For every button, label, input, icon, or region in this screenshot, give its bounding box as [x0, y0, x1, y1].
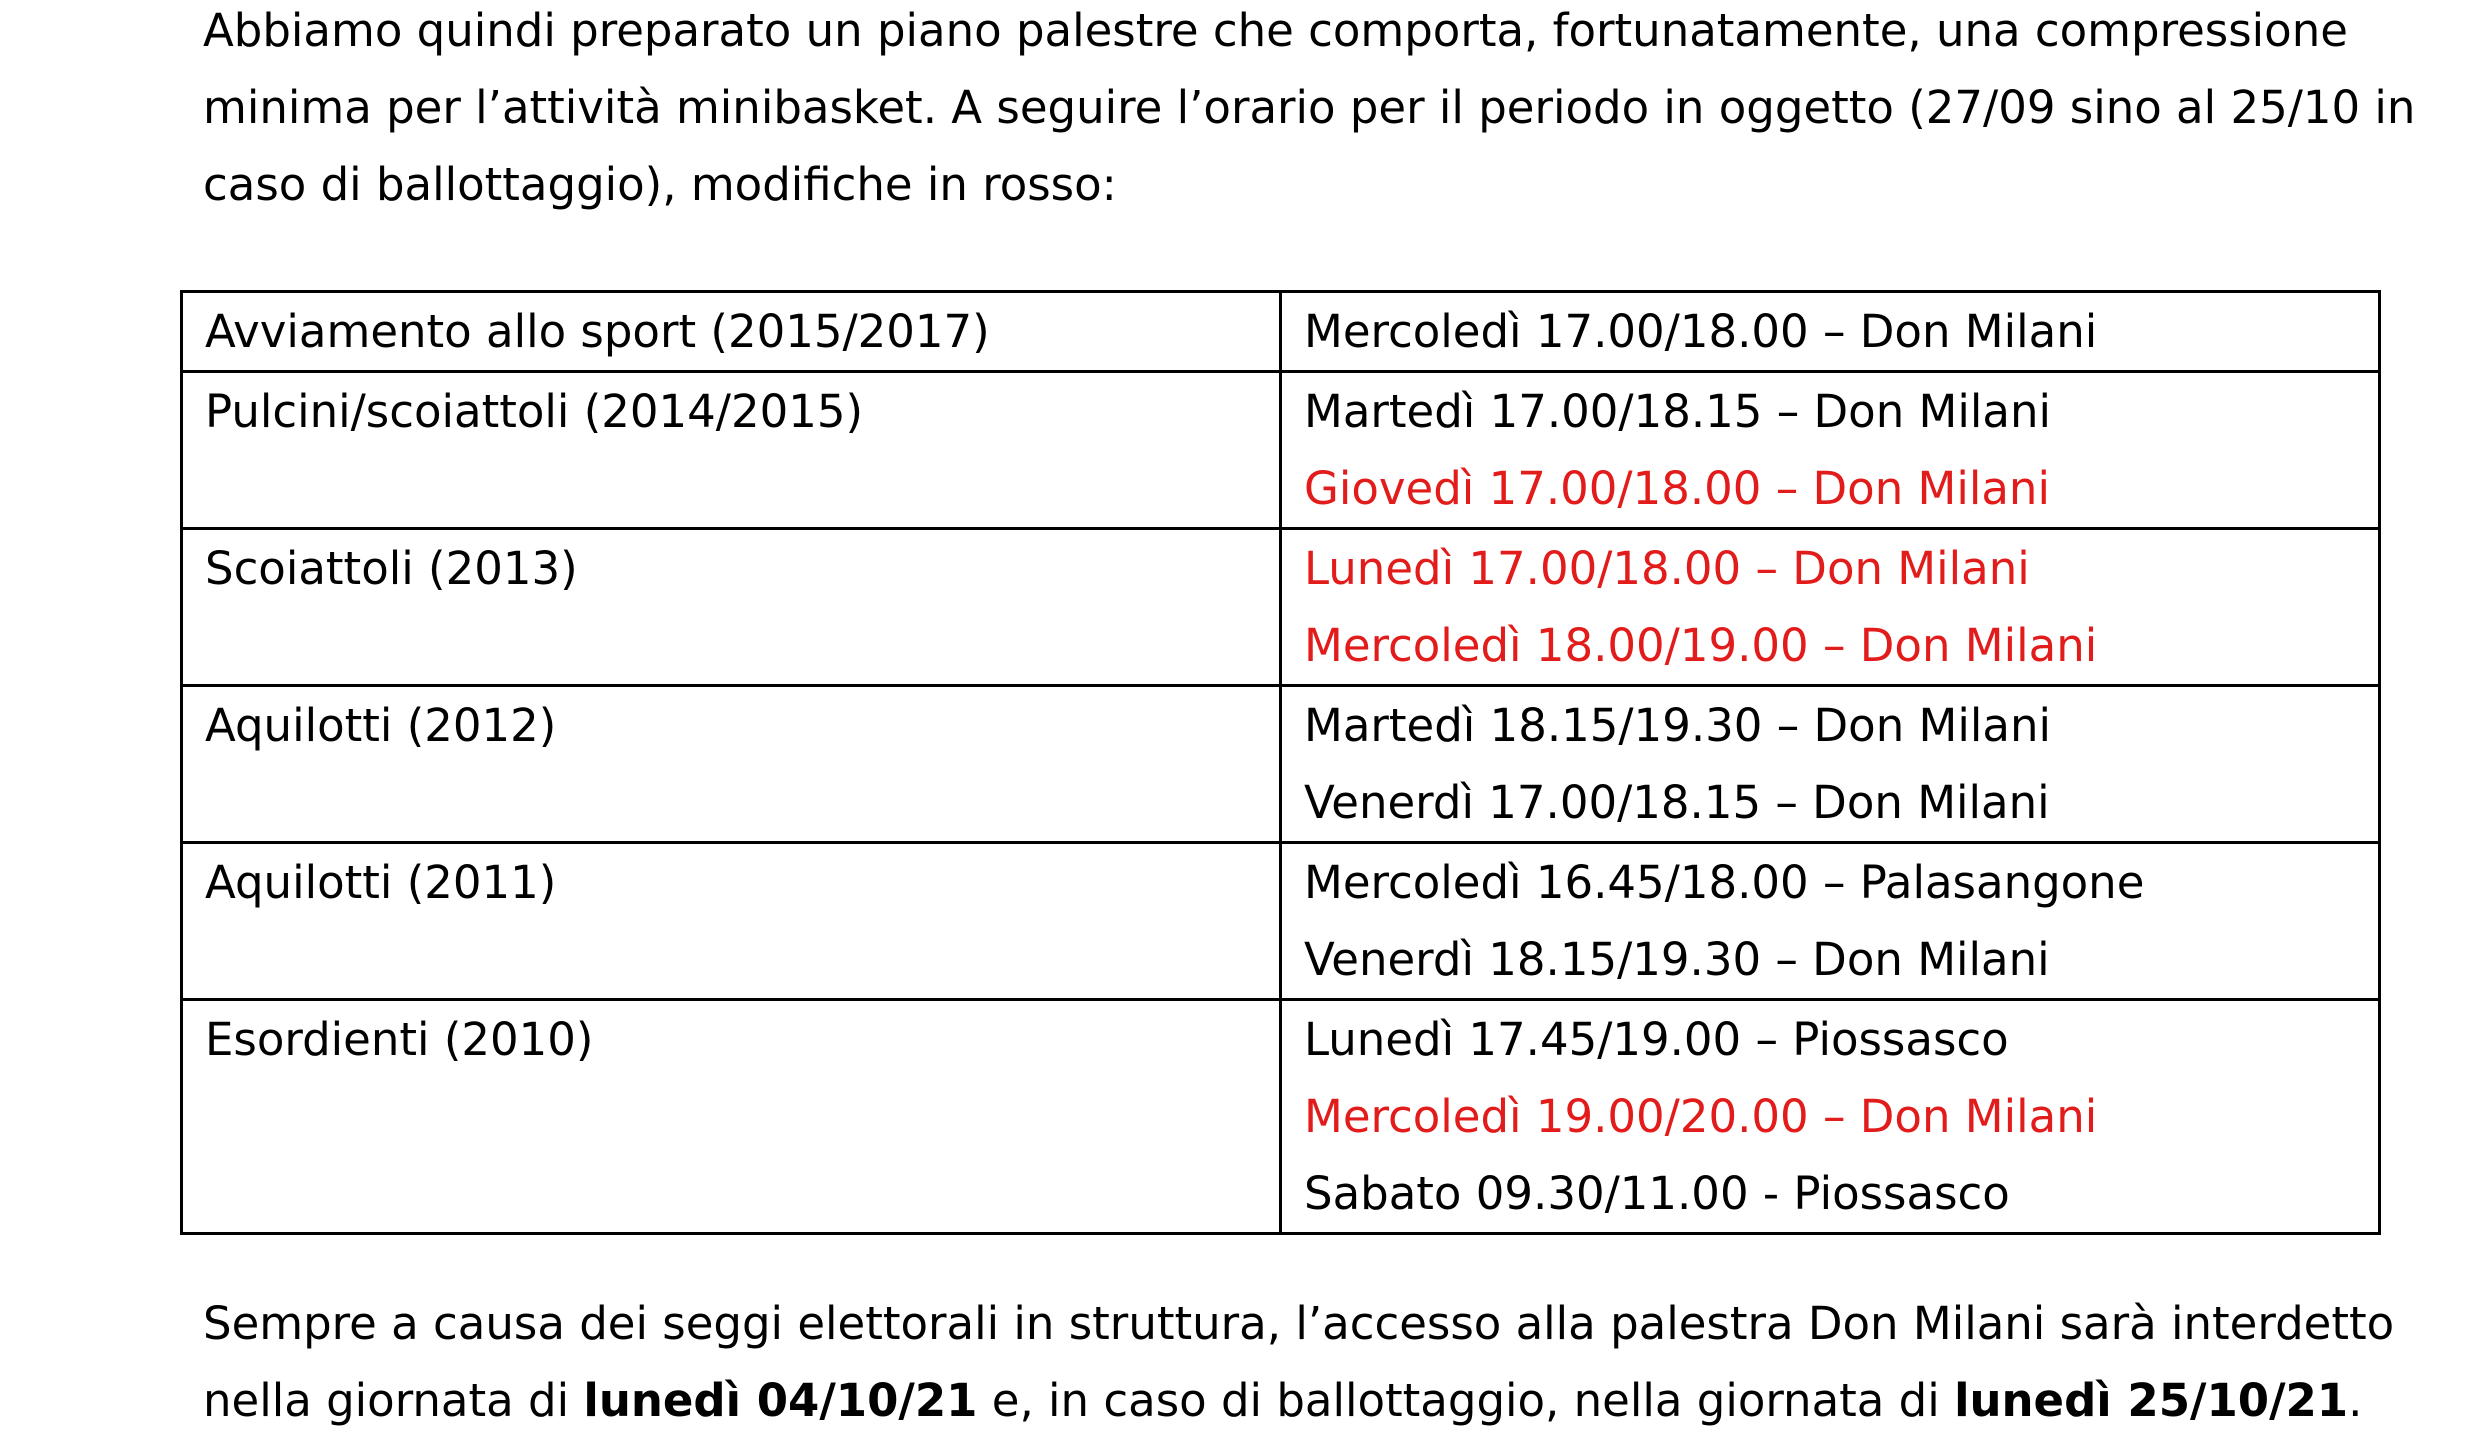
notice-paragraph: [203, 1285, 2403, 1439]
group-cell: [182, 372, 1281, 529]
slots-cell: [1281, 1000, 2380, 1234]
time-slot: Mercoledì 19.00/20.00 – Don Milani: [1304, 1090, 2098, 1143]
slots-cell: [1281, 529, 2380, 686]
slots-cell: [1281, 292, 2380, 372]
notice-line: Sempre a causa dei seggi elettorali in struttura, l’accesso alla palestra Don Milani sarà interdetto: [203, 1297, 2395, 1350]
table-row: [182, 1000, 2380, 1234]
slots-cell: [1281, 843, 2380, 1000]
time-slot: Martedì 17.00/18.15 – Don Milani: [1304, 385, 2051, 438]
notice-text: e, in caso di ballottaggio, nella giornata di: [977, 1374, 1955, 1427]
time-slot: Lunedì 17.00/18.00 – Don Milani: [1304, 542, 2030, 595]
group-cell: [182, 843, 1281, 1000]
notice-line: [203, 1362, 2403, 1439]
schedule-table: [180, 290, 2381, 1235]
notice-text: nella giornata di: [203, 1374, 584, 1427]
group-cell: [182, 1000, 1281, 1234]
group-label: Aquilotti (2012): [205, 699, 557, 752]
intro-line: caso di ballottaggio), modifiche in rosso:: [203, 158, 1117, 211]
group-cell: [182, 686, 1281, 843]
group-label: Esordienti (2010): [205, 1013, 594, 1066]
closure-date: lunedì 04/10/21: [583, 1374, 978, 1427]
group-label: Aquilotti (2011): [205, 856, 557, 909]
table-row: [182, 529, 2380, 686]
slots-cell: [1281, 372, 2380, 529]
group-cell: [182, 529, 1281, 686]
time-slot: Martedì 18.15/19.30 – Don Milani: [1304, 699, 2051, 752]
closure-date: lunedì 25/10/21: [1954, 1374, 2349, 1427]
intro-line: Abbiamo quindi preparato un piano palestre che comporta, fortunatamente, una compressione: [203, 4, 2348, 57]
group-label: Scoiattoli (2013): [205, 542, 578, 595]
time-slot: Venerdì 18.15/19.30 – Don Milani: [1304, 933, 2050, 986]
intro-paragraph: [203, 0, 2416, 223]
time-slot: Mercoledì 16.45/18.00 – Palasangone: [1304, 856, 2145, 909]
table-row: [182, 372, 2380, 529]
time-slot: Mercoledì 18.00/19.00 – Don Milani: [1304, 619, 2098, 672]
time-slot: Lunedì 17.45/19.00 – Piossasco: [1304, 1013, 2009, 1066]
notice-text: .: [2348, 1374, 2363, 1427]
table-row: [182, 292, 2380, 372]
group-label: Avviamento allo sport (2015/2017): [205, 305, 990, 358]
time-slot: Giovedì 17.00/18.00 – Don Milani: [1304, 462, 2050, 515]
intro-line: minima per l’attività minibasket. A seguire l’orario per il periodo in oggetto (27/09 sino al 25/10 in: [203, 81, 2416, 134]
time-slot: Venerdì 17.00/18.15 – Don Milani: [1304, 776, 2050, 829]
table-row: [182, 686, 2380, 843]
slots-cell: [1281, 686, 2380, 843]
group-cell: [182, 292, 1281, 372]
time-slot: Mercoledì 17.00/18.00 – Don Milani: [1304, 305, 2098, 358]
table-row: [182, 843, 2380, 1000]
group-label: Pulcini/scoiattoli (2014/2015): [205, 385, 864, 438]
time-slot: Sabato 09.30/11.00 - Piossasco: [1304, 1167, 2010, 1220]
